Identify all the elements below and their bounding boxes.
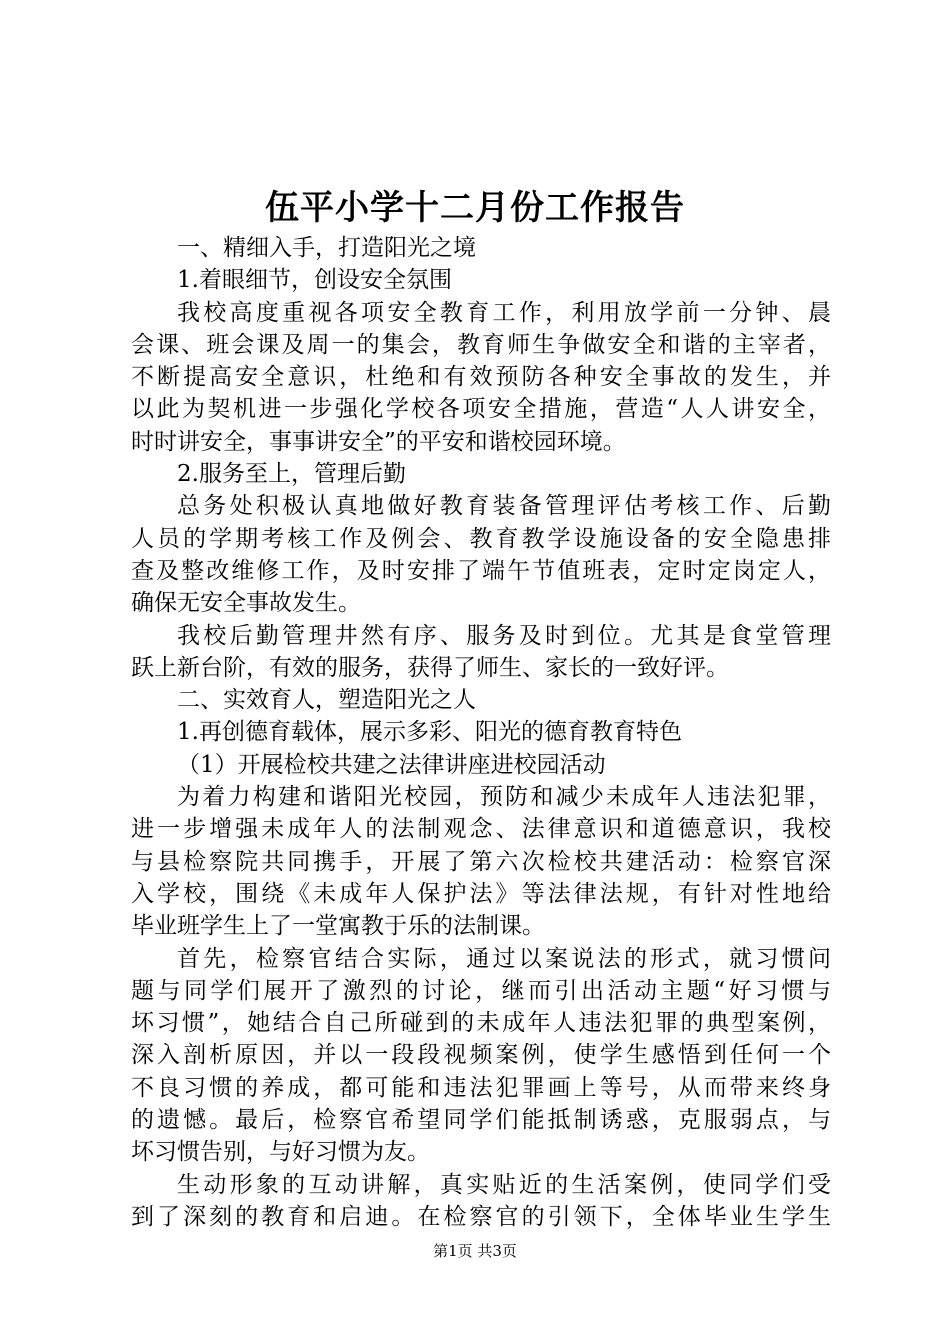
text-line: 深入剖析原因，并以一段段视频案例，使学生感悟到任何一个 bbox=[131, 1042, 831, 1069]
text-line: 1.再创德育载体，展示多彩、阳光的德育教育特色 bbox=[177, 719, 682, 746]
text-line: 以此为契机进一步强化学校各项安全措施，营造“人人讲安全， bbox=[131, 396, 831, 423]
text-line: 为着力构建和谐阳光校园，预防和减少未成年人违法犯罪， bbox=[177, 784, 831, 811]
text-line: 不断提高安全意识，杜绝和有效预防各种安全事故的发生，并 bbox=[131, 364, 831, 391]
text-line: 我校高度重视各项安全教育工作，利用放学前一分钟、晨 bbox=[177, 299, 831, 326]
text-line: （1）开展检校共建之法律讲座进校园活动 bbox=[177, 751, 606, 778]
text-line: 会课、班会课及周一的集会，教育师生争做安全和谐的主宰者， bbox=[131, 331, 831, 358]
text-line: 确保无安全事故发生。 bbox=[131, 590, 361, 617]
text-line: 2.服务至上，管理后勤 bbox=[177, 461, 406, 488]
text-line: 进一步增强未成年人的法制观念、法律意识和道德意识，我校 bbox=[131, 816, 831, 843]
text-line: 题与同学们展开了激烈的讨论，继而引出活动主题“好习惯与 bbox=[131, 977, 831, 1004]
text-line: 坏习惯告别，与好习惯为友。 bbox=[131, 1139, 430, 1166]
text-line: 查及整改维修工作，及时安排了端午节值班表，定时定岗定人， bbox=[131, 557, 831, 584]
text-line: 的遗憾。最后，检察官希望同学们能抵制诱惑，克服弱点，与 bbox=[131, 1107, 831, 1134]
text-line: 坏习惯”，她结合自己所碰到的未成年人违法犯罪的典型案例， bbox=[131, 1010, 831, 1037]
text-line: 1.着眼细节，创设安全氛围 bbox=[177, 267, 452, 294]
document-body bbox=[131, 232, 831, 1233]
text-line: 人员的学期考核工作及例会、教育教学设施设备的安全隐患排 bbox=[131, 525, 831, 552]
text-line: 入学校，围绕《未成年人保护法》等法律法规，有针对性地给 bbox=[131, 880, 831, 907]
text-line: 生动形象的互动讲解，真实贴近的生活案例，使同学们受 bbox=[177, 1171, 831, 1198]
text-line: 一、精细入手，打造阳光之境 bbox=[177, 235, 476, 261]
text-line: 不良习惯的养成，都可能和违法犯罪画上等号，从而带来终身 bbox=[131, 1074, 831, 1101]
text-line: 二、实效育人，塑造阳光之人 bbox=[177, 687, 476, 714]
document-title: 伍平小学十二月份工作报告 bbox=[265, 188, 685, 228]
text-line: 到了深刻的教育和启迪。在检察官的引领下，全体毕业生学生 bbox=[131, 1203, 831, 1230]
text-line: 首先，检察官结合实际，通过以案说法的形式，就习惯问 bbox=[177, 945, 831, 972]
text-line: 我校后勤管理井然有序、服务及时到位。尤其是食堂管理 bbox=[177, 622, 831, 649]
text-line: 总务处积极认真地做好教育装备管理评估考核工作、后勤 bbox=[177, 493, 831, 520]
text-line: 时时讲安全，事事讲安全”的平安和谐校园环境。 bbox=[131, 428, 626, 455]
text-line: 与县检察院共同携手，开展了第六次检校共建活动：检察官深 bbox=[131, 848, 831, 875]
text-line: 毕业班学生上了一堂寓教于乐的法制课。 bbox=[131, 913, 545, 940]
page-footer: 第1页 共3页 bbox=[433, 1242, 517, 1260]
text-line: 跃上新台阶，有效的服务，获得了师生、家长的一致好评。 bbox=[131, 654, 729, 681]
